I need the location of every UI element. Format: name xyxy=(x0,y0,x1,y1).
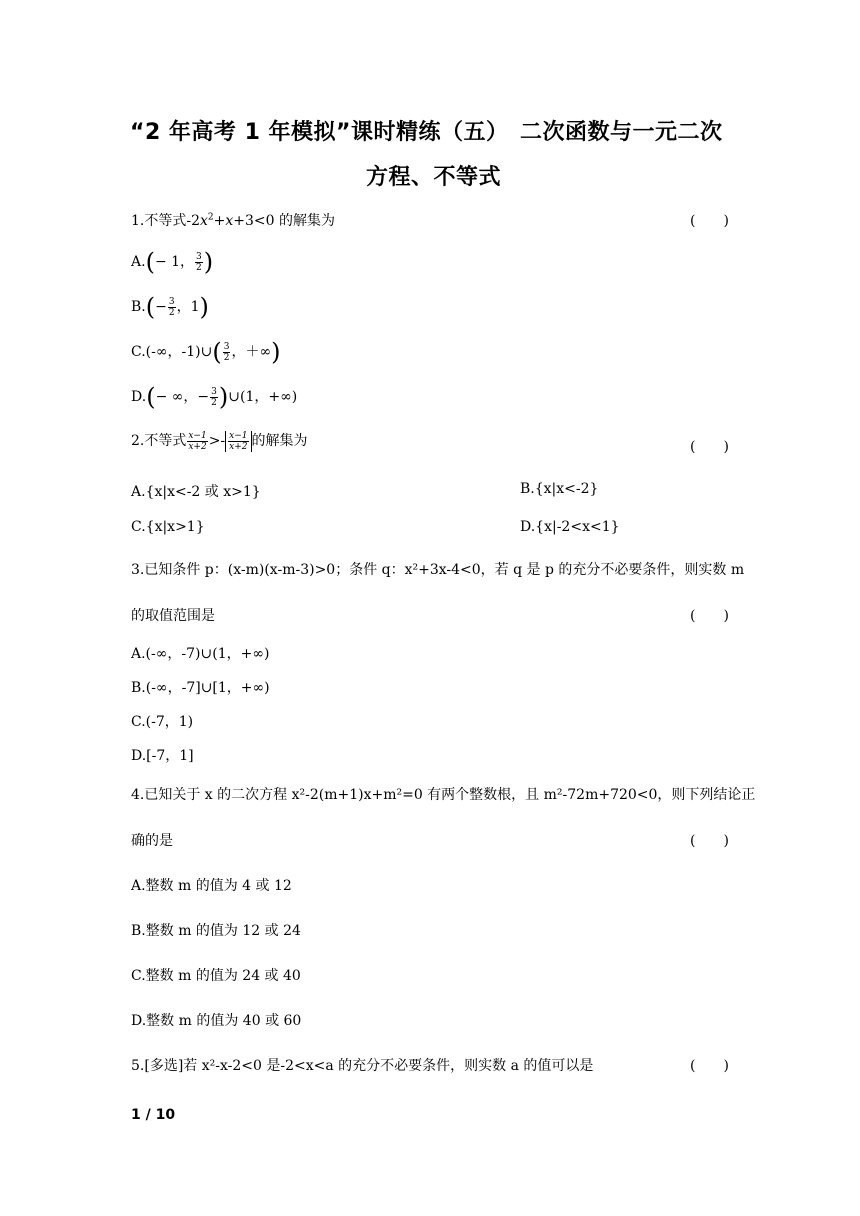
q1-option-d xyxy=(131,385,297,409)
fraction xyxy=(195,252,203,273)
left-paren: ( xyxy=(145,248,155,276)
fraction-denominator: 2 xyxy=(223,352,230,363)
q1-plus: + xyxy=(213,213,226,229)
q1-prefix: 1.不等式-2 xyxy=(131,213,200,229)
answer-paren-2: ( ) xyxy=(690,439,729,455)
absolute-value xyxy=(225,431,251,452)
fraction xyxy=(210,387,218,408)
q4-option-b: B.整数 m 的值为 12 或 24 xyxy=(131,923,301,939)
fraction xyxy=(223,342,231,363)
answer-paren-1: ( ) xyxy=(690,213,729,229)
option-label: D. xyxy=(131,389,147,405)
q4-option-c: C.整数 m 的值为 24 或 40 xyxy=(131,968,301,984)
question-1-text xyxy=(131,210,335,230)
question-3-line-1: 3.已知条件 p：(x-m)(x-m-3)>0；条件 q：x²+3x-4<0，若 q 是 p 的充分不必要条件，则实数 m xyxy=(131,562,745,578)
option-text-2: ，＋∞ xyxy=(231,344,272,360)
right-paren: ) xyxy=(271,338,281,366)
fraction xyxy=(187,431,207,452)
page-title-line-1: “2 年高考 1 年模拟”课时精练（五） 二次函数与一元二次 xyxy=(130,120,723,145)
question-5-line-1: 5.[多选]若 x²-x-2<0 是-2<x<a 的充分不必要条件，则实数 a 的值可以是 xyxy=(131,1058,594,1074)
left-paren: ( xyxy=(212,338,222,366)
fraction-numerator: 3 xyxy=(196,251,202,262)
q1-option-c xyxy=(131,340,281,364)
option-text: − xyxy=(155,299,167,315)
page-title-line-2: 方程、不等式 xyxy=(366,165,502,190)
question-3-line-2: 的取值范围是 xyxy=(131,608,215,624)
question-4-line-1: 4.已知关于 x 的二次方程 x²-2(m+1)x+m²=0 有两个整数根，且 m²-72m+720<0，则下列结论正 xyxy=(131,787,756,803)
question-2-text xyxy=(131,430,308,452)
fraction-numerator: x−1 xyxy=(188,430,207,441)
q4-option-d: D.整数 m 的值为 40 或 60 xyxy=(131,1013,302,1029)
fraction-numerator: 3 xyxy=(223,341,230,352)
option-text-2: ∪(1，+∞) xyxy=(228,389,298,405)
answer-paren-4: ( ) xyxy=(690,833,729,849)
option-label: C. xyxy=(131,344,146,360)
q2-operator: >- xyxy=(208,433,226,449)
answer-paren-5: ( ) xyxy=(690,1058,729,1074)
option-text: (-∞，-1)∪ xyxy=(145,344,213,360)
option-text: − ∞，− xyxy=(155,389,210,405)
left-paren: ( xyxy=(145,293,156,321)
fraction-numerator: 3 xyxy=(168,296,175,307)
fraction-denominator: x+2 xyxy=(229,441,248,452)
right-paren: ) xyxy=(203,248,214,276)
q3-option-a: A.(-∞，-7)∪(1，+∞) xyxy=(131,646,270,662)
q2-prefix: 2.不等式 xyxy=(131,433,187,449)
q3-option-b: B.(-∞，-7]∪[1，+∞) xyxy=(131,680,270,696)
q4-option-a: A.整数 m 的值为 4 或 12 xyxy=(131,878,292,894)
fraction xyxy=(168,297,176,318)
q3-option-c: C.(-7，1) xyxy=(131,714,194,730)
q2-option-c: C.{x|x>1} xyxy=(131,519,205,535)
fraction xyxy=(228,431,248,452)
option-text-2: ，1 xyxy=(176,299,200,315)
q1-option-a xyxy=(131,250,213,274)
right-paren: ) xyxy=(199,293,209,321)
q1-option-b xyxy=(131,295,209,319)
question-4-line-2: 确的是 xyxy=(131,833,173,849)
q2-option-a: A.{x|x<-2 或 x>1} xyxy=(131,484,261,500)
fraction-denominator: 2 xyxy=(196,262,202,273)
q1-var-x: x xyxy=(200,213,208,229)
q1-suffix: +3<0 的解集为 xyxy=(233,213,336,229)
fraction-numerator: x−1 xyxy=(229,430,248,441)
right-paren: ) xyxy=(218,383,229,411)
fraction-numerator: 3 xyxy=(211,386,217,397)
q3-option-d: D.[-7，1] xyxy=(131,748,194,764)
option-label: A. xyxy=(131,254,146,270)
answer-paren-3: ( ) xyxy=(690,608,729,624)
fraction-denominator: x+2 xyxy=(188,441,207,452)
option-label: B. xyxy=(131,299,146,315)
q2-option-d: D.{x|-2<x<1} xyxy=(520,519,620,535)
page-number: 1 / 10 xyxy=(131,1107,176,1123)
fraction-denominator: 2 xyxy=(211,397,217,408)
q1-exponent: 2 xyxy=(207,212,214,223)
left-paren: ( xyxy=(146,383,156,411)
option-text: − 1， xyxy=(154,254,195,270)
fraction-denominator: 2 xyxy=(168,307,175,318)
q2-option-b: B.{x|x<-2} xyxy=(520,481,599,497)
q1-var-x-2: x xyxy=(225,213,234,229)
q2-suffix: 的解集为 xyxy=(251,433,308,449)
